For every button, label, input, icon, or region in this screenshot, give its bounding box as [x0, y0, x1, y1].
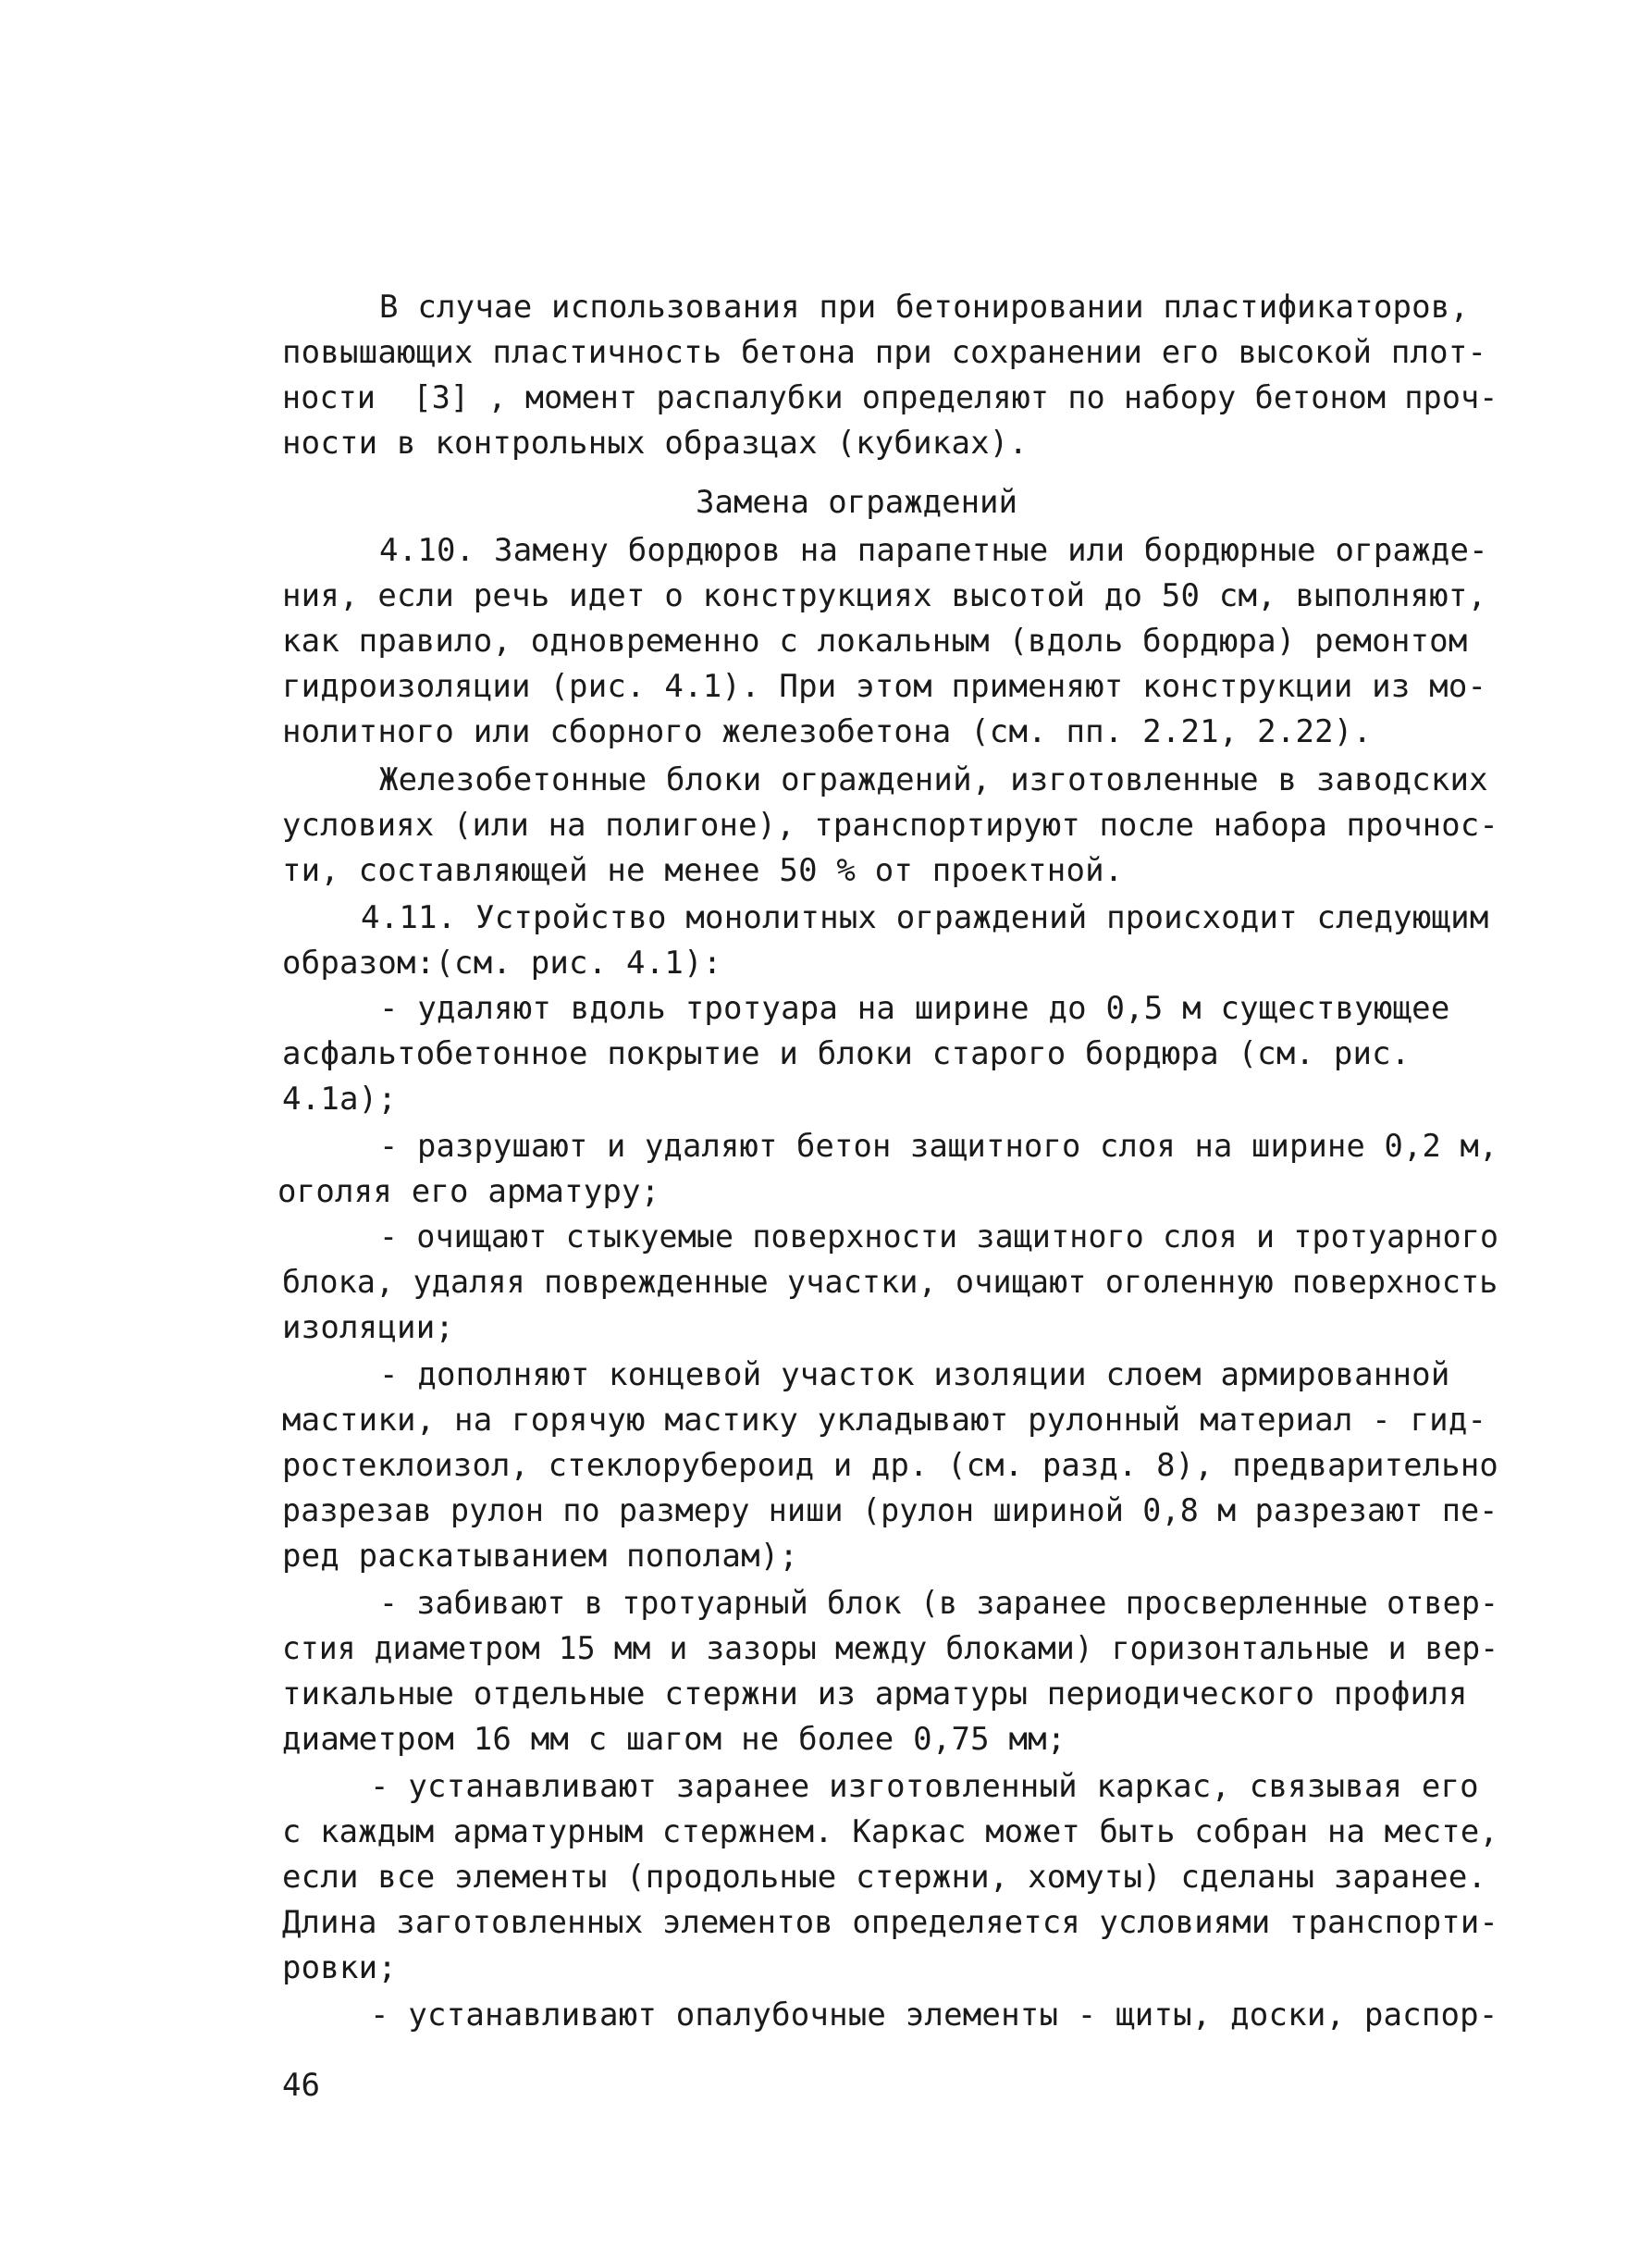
text-line: ти, составляющей не менее 50 % от проектной.	[282, 852, 1124, 889]
text-line: стия диаметром 15 мм и зазоры между блоками) горизонтальные и вер-	[282, 1630, 1499, 1667]
text-line: условиях (или на полигоне), транспортируют после набора прочнос-	[282, 807, 1498, 844]
text-line: - устанавливают заранее изготовленный каркас, связывая его	[370, 1768, 1479, 1805]
page-number: 46	[282, 2067, 320, 2104]
text-line: тикальные отдельные стержни из арматуры периодического профиля	[282, 1675, 1468, 1712]
text-line: 4.11. Устройство монолитных ограждений происходит следующим	[361, 899, 1489, 936]
text-line: образом:(см. рис. 4.1):	[282, 945, 722, 982]
text-line: В случае использования при бетонировании пластификаторов,	[379, 289, 1470, 326]
text-line: оголяя его арматуру;	[277, 1173, 660, 1210]
text-line: повышающих пластичность бетона при сохранении его высокой плот-	[282, 334, 1487, 371]
text-line: ности [3] , момент распалубки определяют по набору бетоном проч-	[282, 379, 1498, 416]
text-line: ности в контрольных образцах (кубиках).	[282, 425, 1029, 462]
text-line: изоляции;	[282, 1309, 455, 1346]
text-line: ред раскатыванием пополам);	[282, 1538, 799, 1575]
text-line: ровки;	[282, 1949, 398, 1986]
text-line: - очищают стыкуемые поверхности защитного слоя и тротуарного	[379, 1218, 1499, 1255]
text-line: мастики, на горячую мастику укладывают рулонный материал - гид-	[282, 1402, 1487, 1439]
text-line: разрезав рулон по размеру ниши (рулон шириной 0,8 м разрезают пе-	[282, 1492, 1498, 1529]
text-line: ния, если речь идет о конструкциях высотой до 50 см, выполняют,	[282, 577, 1487, 614]
text-line: Длина заготовленных элементов определяется условиями транспорти-	[282, 1904, 1498, 1941]
text-line: 4.1а);	[282, 1081, 398, 1118]
text-line: - разрушают и удаляют бетон защитного слоя на ширине 0,2 м,	[379, 1128, 1498, 1165]
text-line: 4.10. Замену бордюров на парапетные или бордюрные огражде-	[379, 532, 1488, 569]
text-line: с каждым арматурным стержнем. Каркас может быть собран на месте,	[282, 1813, 1498, 1850]
text-line: - дополняют концевой участок изоляции слоем армированной	[379, 1356, 1450, 1393]
text-line: нолитного или сборного железобетона (см. пп. 2.21, 2.22).	[282, 713, 1373, 750]
text-line: ростеклоизол, стеклорубероид и др. (см. разд. 8), предварительно	[282, 1447, 1498, 1484]
text-line: если все элементы (продольные стержни, хомуты) сделаны заранее.	[282, 1859, 1487, 1896]
text-line: блока, удаляя поврежденные участки, очищают оголенную поверхность	[282, 1264, 1498, 1301]
section-heading: Замена ограждений	[696, 484, 1017, 521]
text-line: - забивают в тротуарный блок (в заранее просверленные отвер-	[379, 1585, 1499, 1622]
text-line: - удаляют вдоль тротуара на ширине до 0,5 м существующее	[379, 990, 1450, 1027]
text-line: - устанавливают опалубочные элементы - щиты, доски, распор-	[370, 1997, 1498, 2034]
text-line: гидроизоляции (рис. 4.1). При этом применяют конструкции из мо-	[282, 668, 1487, 705]
text-line: асфальтобетонное покрытие и блоки старого бордюра (см. рис.	[282, 1035, 1411, 1072]
text-line: как правило, одновременно с локальным (вдоль бордюра) ремонтом	[282, 623, 1468, 660]
text-line: Железобетонные блоки ограждений, изготовленные в заводских	[379, 761, 1488, 798]
text-line: диаметром 16 мм с шагом не более 0,75 мм;	[282, 1721, 1066, 1758]
